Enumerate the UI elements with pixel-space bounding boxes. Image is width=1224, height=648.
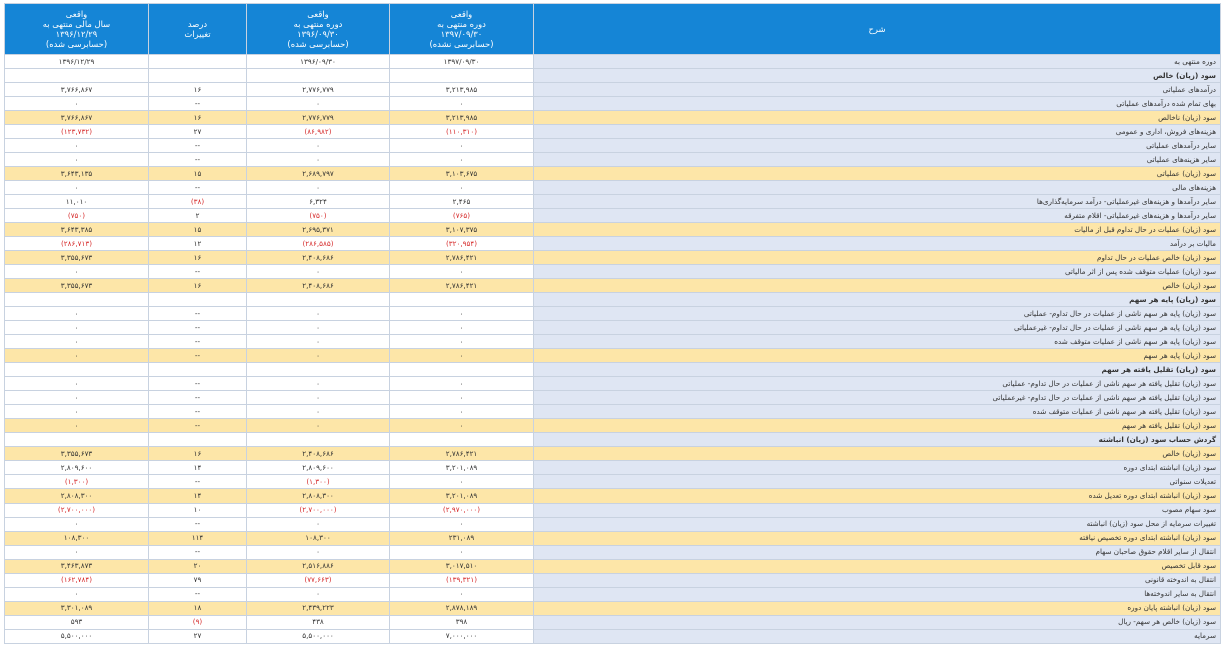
table-row [5,209,1221,223]
cell-previous-period: ۲,۸۰۹,۶۰۰ [247,461,390,475]
section-header-row [5,363,1221,377]
cell-change-percent: -- [149,517,247,531]
cell-annual: ۰ [5,587,149,601]
cell-annual: ۰ [5,139,149,153]
cell-annual: ۰ [5,545,149,559]
table-row [5,181,1221,195]
section-header-row [5,69,1221,83]
cell-previous-period: ۰ [247,335,390,349]
cell-previous-period: ۰ [247,307,390,321]
cell-previous-period: ۶,۳۲۴ [247,195,390,209]
cell-description: سود (زیان) خالص عملیات در حال تداوم [534,251,1221,265]
header-change-percent[interactable]: درصد تغییرات [149,4,247,55]
cell-previous-period: ۰ [247,545,390,559]
cell-previous-period: ۰ [247,517,390,531]
cell-change-percent [149,433,247,447]
cell-change-percent: ۲۰ [149,559,247,573]
cell-previous-period: ۲,۶۹۵,۳۷۱ [247,223,390,237]
cell-previous-period: ۰ [247,405,390,419]
cell-current-period: ۰ [390,349,534,363]
cell-description: دوره منتهی به [534,55,1221,69]
cell-description: سود (زیان) عملیاتی [534,167,1221,181]
cell-description: سایر درآمدهای عملیاتی [534,139,1221,153]
cell-current-period: (۷۶۵) [390,209,534,223]
table-row [5,111,1221,125]
cell-description: سود (زیان) عملیات در حال تداوم قبل از مالیات [534,223,1221,237]
header-current-period[interactable]: واقعی دوره منتهی به ۱۳۹۷/۰۹/۳۰ (حسابرسی نشده) [390,4,534,55]
cell-change-percent: ۱۴ [149,461,247,475]
cell-previous-period: ۲,۴۰۸,۶۸۶ [247,251,390,265]
table-row [5,167,1221,181]
cell-annual: ۰ [5,307,149,321]
cell-annual: ۳,۷۶۶,۸۶۷ [5,111,149,125]
cell-change-percent: -- [149,139,247,153]
cell-description: سود (زیان) تقلیل یافته هر سهم [534,419,1221,433]
cell-current-period: ۰ [390,419,534,433]
cell-previous-period: ۰ [247,321,390,335]
cell-change-percent: -- [149,181,247,195]
cell-current-period [390,363,534,377]
cell-annual: ۲,۸۰۹,۶۰۰ [5,461,149,475]
cell-change-percent: ۲۷ [149,629,247,643]
table-row [5,83,1221,97]
cell-previous-period [247,69,390,83]
table-row [5,517,1221,531]
cell-description: سود (زیان) پایه هر سهم [534,293,1221,307]
cell-annual: ۵,۵۰۰,۰۰۰ [5,629,149,643]
cell-description: سود (زیان) تقلیل یافته هر سهم [534,363,1221,377]
cell-annual: ۰ [5,405,149,419]
table-row [5,489,1221,503]
table-row [5,55,1221,69]
cell-previous-period: ۲,۷۷۶,۷۷۹ [247,83,390,97]
header-description[interactable]: شرح [534,4,1221,55]
cell-current-period: ۰ [390,265,534,279]
cell-change-percent: ۱۴ [149,489,247,503]
cell-previous-period: ۲,۸۰۸,۳۰۰ [247,489,390,503]
cell-annual: ۳,۳۰۱,۰۸۹ [5,601,149,615]
cell-current-period: ۳,۲۱۳,۹۸۵ [390,111,534,125]
cell-current-period: ۳,۲۰۱,۰۸۹ [390,461,534,475]
cell-previous-period: ۰ [247,153,390,167]
cell-description: سود (زیان) تقلیل یافته هر سهم ناشی از عملیات در حال تداوم- غیرعملیاتی [534,391,1221,405]
cell-current-period: ۰ [390,181,534,195]
cell-change-percent: -- [149,391,247,405]
cell-change-percent: ۱۸ [149,601,247,615]
cell-change-percent: (۳۸) [149,195,247,209]
cell-annual: ۳,۶۴۳,۱۳۵ [5,167,149,181]
cell-change-percent: -- [149,405,247,419]
cell-description: مالیات بر درآمد [534,237,1221,251]
cell-description: سود (زیان) تقلیل یافته هر سهم ناشی از عملیات متوقف شده [534,405,1221,419]
cell-previous-period: ۰ [247,97,390,111]
table-row [5,447,1221,461]
cell-change-percent: ۱۶ [149,447,247,461]
cell-description: سرمایه [534,629,1221,643]
cell-description: سود (زیان) انباشته ابتدای دوره [534,461,1221,475]
cell-current-period: ۳,۱۰۷,۳۷۵ [390,223,534,237]
cell-current-period: ۰ [390,391,534,405]
cell-current-period: ۰ [390,97,534,111]
cell-annual: ۰ [5,153,149,167]
cell-annual: ۳,۷۶۶,۸۶۷ [5,83,149,97]
cell-annual [5,363,149,377]
cell-description: سود (زیان) خالص [534,69,1221,83]
cell-change-percent: -- [149,265,247,279]
cell-description: سود (زیان) انباشته ابتدای دوره تخصیص نیافته [534,531,1221,545]
cell-description: درآمدهای عملیاتی [534,83,1221,97]
cell-current-period: ۳,۰۱۷,۵۱۰ [390,559,534,573]
table-row [5,391,1221,405]
cell-change-percent: -- [149,153,247,167]
cell-annual: ۱۱,۰۱۰ [5,195,149,209]
cell-change-percent: ۱۶ [149,279,247,293]
cell-current-period [390,433,534,447]
cell-previous-period: ۲,۴۰۸,۶۸۶ [247,279,390,293]
cell-previous-period: ۰ [247,349,390,363]
table-row [5,601,1221,615]
cell-change-percent: ۱۲ [149,237,247,251]
cell-description: تغییرات سرمایه از محل سود (زیان) انباشته [534,517,1221,531]
cell-change-percent [149,293,247,307]
cell-description: سود (زیان) انباشته ابتدای دوره تعدیل شده [534,489,1221,503]
table-row [5,279,1221,293]
cell-current-period: ۰ [390,587,534,601]
cell-previous-period: (۲,۷۰۰,۰۰۰) [247,503,390,517]
cell-change-percent: -- [149,587,247,601]
table-header-row [5,4,1221,55]
cell-current-period: ۲,۷۸۶,۴۲۱ [390,447,534,461]
cell-previous-period: ۱۰۸,۳۰۰ [247,531,390,545]
cell-previous-period: ۰ [247,181,390,195]
cell-previous-period [247,363,390,377]
cell-current-period: ۳۹۸ [390,615,534,629]
cell-description: سود (زیان) پایه هر سهم [534,349,1221,363]
cell-change-percent: ۱۶ [149,251,247,265]
cell-change-percent: -- [149,307,247,321]
table-row [5,223,1221,237]
cell-annual: ۰ [5,335,149,349]
cell-description: انتقال به اندوخته قانونی [534,573,1221,587]
cell-change-percent: ۲ [149,209,247,223]
cell-current-period [390,69,534,83]
cell-current-period: (۳۲۰,۹۵۴) [390,237,534,251]
cell-change-percent: ۱۱۴ [149,531,247,545]
cell-current-period: (۲,۹۷۰,۰۰۰) [390,503,534,517]
cell-previous-period: ۲,۶۸۹,۷۹۷ [247,167,390,181]
cell-current-period: ۰ [390,321,534,335]
cell-change-percent: ۲۷ [149,125,247,139]
cell-current-period: ۰ [390,545,534,559]
cell-annual: ۰ [5,419,149,433]
cell-current-period: (۱۳۹,۳۲۱) [390,573,534,587]
cell-description: سایر درآمدها و هزینه‌های غیرعملیاتی- اقلام متفرقه [534,209,1221,223]
cell-description: سایر درآمدها و هزینه‌های غیرعملیاتی- درآمد سرمایه‌گذاری‌ها [534,195,1221,209]
cell-current-period: ۰ [390,405,534,419]
table-row [5,265,1221,279]
cell-annual: (۱۶۲,۷۸۴) [5,573,149,587]
cell-change-percent: -- [149,321,247,335]
cell-current-period: ۰ [390,307,534,321]
cell-current-period: ۲,۴۶۵ [390,195,534,209]
cell-current-period: ۰ [390,475,534,489]
cell-change-percent: ۱۶ [149,111,247,125]
table-row [5,237,1221,251]
cell-current-period: ۳,۱۰۳,۶۷۵ [390,167,534,181]
cell-previous-period: ۲,۴۰۸,۶۸۶ [247,447,390,461]
table-row [5,335,1221,349]
cell-current-period: ۲۳۱,۰۸۹ [390,531,534,545]
cell-annual: ۰ [5,517,149,531]
table-row [5,475,1221,489]
table-row [5,545,1221,559]
cell-description: تعدیلات سنواتی [534,475,1221,489]
cell-annual: ۰ [5,265,149,279]
cell-description: سود (زیان) ناخالص [534,111,1221,125]
table-row [5,615,1221,629]
cell-annual [5,293,149,307]
cell-description: انتقال به سایر اندوخته‌ها [534,587,1221,601]
cell-change-percent [149,69,247,83]
cell-description: سود قابل تخصیص [534,559,1221,573]
cell-previous-period: ۰ [247,377,390,391]
cell-description: سود (زیان) انباشته پایان دوره [534,601,1221,615]
cell-change-percent: ۱۵ [149,167,247,181]
cell-previous-period [247,293,390,307]
cell-annual: (۱۲۳,۷۳۲) [5,125,149,139]
cell-current-period: ۱۳۹۷/۰۹/۳۰ [390,55,534,69]
cell-description: بهای تمام شده درآمدهای عملیاتی [534,97,1221,111]
cell-annual: ۱۰۸,۳۰۰ [5,531,149,545]
cell-description: سود (زیان) پایه هر سهم ناشی از عملیات در حال تداوم- عملیاتی [534,307,1221,321]
table-row [5,377,1221,391]
cell-current-period: ۷,۰۰۰,۰۰۰ [390,629,534,643]
cell-current-period: ۳,۲۱۳,۹۸۵ [390,83,534,97]
cell-description: هزینه‌های فروش، اداری و عمومی [534,125,1221,139]
table-row [5,307,1221,321]
cell-annual: ۰ [5,377,149,391]
cell-current-period: ۰ [390,335,534,349]
cell-change-percent [149,55,247,69]
cell-previous-period: (۸۶,۹۸۲) [247,125,390,139]
cell-annual: (۲۸۶,۷۱۳) [5,237,149,251]
cell-description: سایر هزینه‌های عملیاتی [534,153,1221,167]
cell-previous-period: ۲,۷۷۶,۷۷۹ [247,111,390,125]
cell-description: هزینه‌های مالی [534,181,1221,195]
cell-annual: ۰ [5,97,149,111]
table-row [5,195,1221,209]
cell-description: سود (زیان) پایه هر سهم ناشی از عملیات متوقف شده [534,335,1221,349]
table-row [5,419,1221,433]
cell-annual: ۲,۸۰۸,۳۰۰ [5,489,149,503]
cell-annual: ۳,۶۴۳,۳۸۵ [5,223,149,237]
cell-change-percent: -- [149,349,247,363]
cell-annual: ۳,۳۵۵,۶۷۳ [5,279,149,293]
cell-description: گردش حساب سود (زیان) انباشته [534,433,1221,447]
cell-current-period: ۰ [390,377,534,391]
cell-current-period: ۰ [390,517,534,531]
cell-description: سود (زیان) پایه هر سهم ناشی از عملیات در حال تداوم- غیرعملیاتی [534,321,1221,335]
cell-annual: ۰ [5,181,149,195]
cell-change-percent: (۹) [149,615,247,629]
cell-change-percent: -- [149,475,247,489]
cell-previous-period: ۱۳۹۶/۰۹/۳۰ [247,55,390,69]
cell-change-percent: ۷۹ [149,573,247,587]
table-row [5,405,1221,419]
cell-description: سود (زیان) عملیات متوقف شده پس از اثر مالیاتی [534,265,1221,279]
cell-annual: ۱۳۹۶/۱۲/۲۹ [5,55,149,69]
cell-description: سود (زیان) خالص [534,279,1221,293]
cell-annual [5,433,149,447]
table-row [5,97,1221,111]
table-row [5,559,1221,573]
cell-change-percent [149,363,247,377]
cell-annual: ۰ [5,391,149,405]
cell-description: سود (زیان) تقلیل یافته هر سهم ناشی از عملیات در حال تداوم- عملیاتی [534,377,1221,391]
cell-annual: ۰ [5,321,149,335]
cell-previous-period: ۰ [247,587,390,601]
cell-annual: (۱,۳۰۰) [5,475,149,489]
cell-change-percent: -- [149,377,247,391]
cell-previous-period [247,433,390,447]
table-row [5,251,1221,265]
cell-change-percent: -- [149,419,247,433]
cell-description: سود سهام مصوب [534,503,1221,517]
cell-current-period: ۲,۸۷۸,۱۸۹ [390,601,534,615]
table-row [5,461,1221,475]
table-row [5,587,1221,601]
cell-current-period: ۲,۷۸۶,۴۲۱ [390,279,534,293]
section-header-row [5,433,1221,447]
cell-previous-period: ۵,۵۰۰,۰۰۰ [247,629,390,643]
table-row [5,349,1221,363]
table-row [5,125,1221,139]
cell-previous-period: (۲۸۶,۵۸۵) [247,237,390,251]
header-previous-period[interactable]: واقعی دوره منتهی به ۱۳۹۶/۰۹/۳۰ (حسابرسی شده) [247,4,390,55]
cell-current-period: ۲,۷۸۶,۴۲۱ [390,251,534,265]
table-row [5,321,1221,335]
cell-previous-period: (۷۷,۶۶۳) [247,573,390,587]
cell-previous-period: (۷۵۰) [247,209,390,223]
cell-current-period: (۱۱۰,۳۱۰) [390,125,534,139]
cell-change-percent: ۱۵ [149,223,247,237]
table-row [5,531,1221,545]
section-header-row [5,293,1221,307]
cell-previous-period: ۲,۴۳۹,۲۲۳ [247,601,390,615]
table-row [5,503,1221,517]
cell-description: انتقال از سایر اقلام حقوق صاحبان سهام [534,545,1221,559]
cell-annual: ۰ [5,349,149,363]
cell-previous-period: ۰ [247,419,390,433]
cell-previous-period: ۴۳۸ [247,615,390,629]
cell-annual: ۳,۳۵۵,۶۷۳ [5,251,149,265]
cell-previous-period: ۲,۵۱۶,۸۸۶ [247,559,390,573]
cell-current-period: ۳,۲۰۱,۰۸۹ [390,489,534,503]
cell-change-percent: ۱۶ [149,83,247,97]
cell-annual: ۵۹۳ [5,615,149,629]
cell-annual: ۳,۳۵۵,۶۷۳ [5,447,149,461]
cell-change-percent: -- [149,545,247,559]
table-row [5,629,1221,643]
table-row [5,139,1221,153]
cell-description: سود (زیان) خالص [534,447,1221,461]
cell-current-period: ۰ [390,139,534,153]
table-body [5,55,1221,644]
cell-previous-period: ۰ [247,391,390,405]
table-row [5,153,1221,167]
cell-current-period [390,293,534,307]
cell-description: سود (زیان) خالص هر سهم- ریال [534,615,1221,629]
cell-previous-period: ۰ [247,139,390,153]
cell-change-percent: -- [149,335,247,349]
cell-previous-period: (۱,۳۰۰) [247,475,390,489]
cell-annual: ۳,۴۶۳,۸۷۳ [5,559,149,573]
cell-change-percent: ۱۰ [149,503,247,517]
cell-annual: (۷۵۰) [5,209,149,223]
cell-change-percent: -- [149,97,247,111]
cell-annual [5,69,149,83]
cell-annual: (۲,۷۰۰,۰۰۰) [5,503,149,517]
header-annual-actual[interactable]: واقعی سال مالی منتهی به ۱۳۹۶/۱۲/۲۹ (حسابرسی شده) [5,4,149,55]
cell-previous-period: ۰ [247,265,390,279]
cell-current-period: ۰ [390,153,534,167]
table-row [5,573,1221,587]
financial-statement-table [4,3,1221,644]
